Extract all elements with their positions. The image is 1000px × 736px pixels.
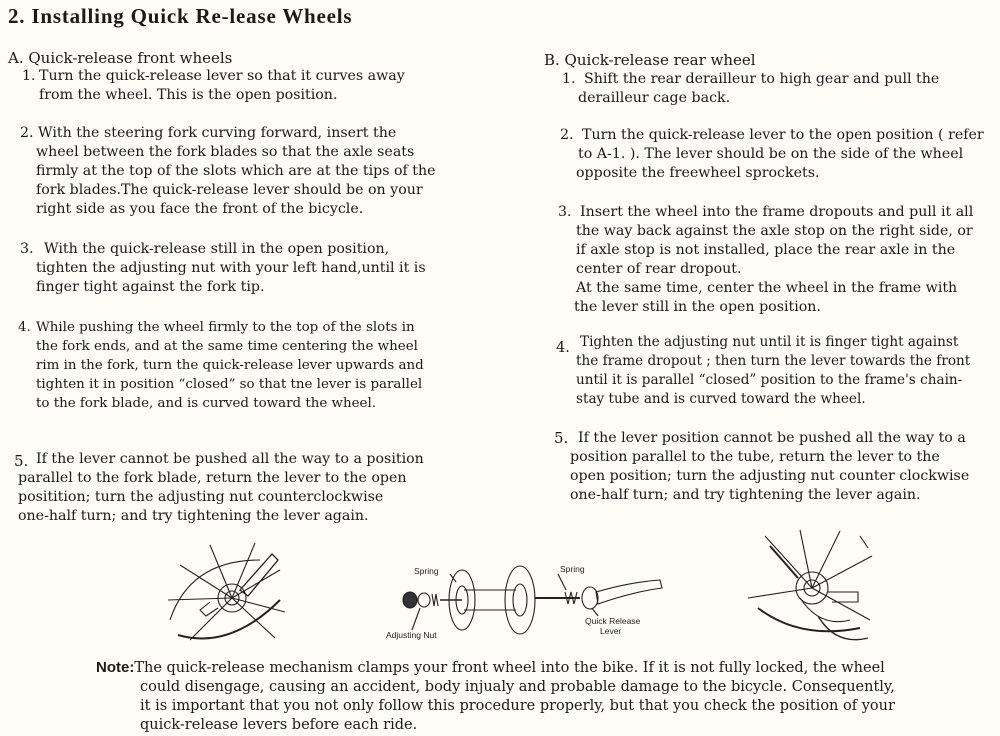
step-line: center of rear dropout. — [576, 261, 742, 277]
step-number: 2. — [20, 125, 34, 141]
step-line: rim in the fork, turn the quick-release lever upwards and — [36, 358, 424, 373]
spring-label-left: Spring — [414, 566, 439, 576]
note-line: it is important that you not only follow this procedure properly, but that you check the position of your — [140, 698, 895, 714]
step-line: tighten the adjusting nut with your left hand,until it is — [36, 260, 426, 276]
step-number: 5. — [14, 452, 29, 470]
step-number: 3. — [558, 204, 572, 220]
step-line: one-half turn; and try tightening the lever again. — [18, 508, 369, 524]
step-line: If the lever position cannot be pushed all the way to a — [578, 430, 966, 446]
step-line: the fork ends, and at the same time centering the wheel — [36, 339, 418, 354]
step-a3 — [20, 240, 426, 297]
step-line: if axle stop is not installed, place the rear axle in the — [576, 242, 956, 258]
step-number: 1. — [562, 71, 576, 87]
step-number: 5. — [554, 429, 569, 447]
step-b4 — [556, 333, 970, 409]
front-wheel-illustration — [160, 540, 290, 655]
step-line: the way back against the axle stop on the right side, or — [576, 223, 973, 239]
page-title: 2. Installing Quick Re-lease Wheels — [8, 4, 353, 28]
step-line: to A-1. ). The lever should be on the side of the wheel — [578, 146, 964, 162]
step-b1 — [562, 70, 939, 108]
step-number: 4. — [18, 320, 31, 335]
step-line: tighten it in position “closed” so that tne lever is parallel — [36, 377, 423, 392]
step-line: Turn the quick-release lever so that it curves away — [39, 68, 405, 84]
step-line: Insert the wheel into the frame dropouts and pull it all — [580, 204, 974, 220]
step-line: position parallel to the tube, return the lever to the — [570, 449, 940, 465]
step-b3 — [558, 203, 973, 317]
spring-label-right: Spring — [560, 564, 585, 574]
step-line: parallel to the fork blade, return the lever to the open — [18, 470, 407, 486]
step-a4 — [18, 318, 424, 413]
step-a5 — [14, 450, 424, 526]
step-line: If the lever cannot be pushed all the way to a position — [36, 451, 424, 467]
step-line: fork blades.The quick-release lever should be on your — [36, 182, 423, 198]
step-line: positition; turn the adjusting nut counterclockwise — [18, 489, 384, 505]
step-line: to the fork blade, and is curved toward the wheel. — [36, 396, 376, 411]
step-b5 — [554, 429, 969, 505]
step-line: open position; turn the adjusting nut counter clockwise — [570, 468, 970, 484]
step-a1 — [22, 67, 405, 105]
adjusting-nut-label: Adjusting Nut — [386, 630, 437, 640]
step-line: With the steering fork curving forward, insert the — [38, 125, 397, 141]
step-line: finger tight against the fork tip. — [36, 279, 265, 295]
step-line: derailleur cage back. — [578, 90, 731, 106]
step-line: wheel between the fork blades so that the axle seats — [36, 144, 415, 160]
step-number: 2. — [560, 127, 574, 143]
step-line: At the same time, center the wheel in the frame with — [576, 280, 958, 296]
step-line: the frame dropout ; then turn the lever towards the front — [576, 353, 971, 369]
step-line: from the wheel. This is the open position. — [39, 87, 338, 103]
step-line: until it is parallel “closed” position to the frame's chain- — [576, 372, 963, 388]
step-line: firmly at the top of the slots which are at the tips of the — [36, 163, 436, 179]
step-a2 — [20, 124, 436, 219]
quick-release-exploded-diagram — [380, 552, 680, 652]
step-line: stay tube and is curved toward the wheel. — [576, 391, 866, 407]
note-line: quick-release levers before each ride. — [140, 717, 418, 733]
section-a-heading: A. Quick-release front wheels — [8, 49, 233, 67]
step-line: the lever still in the open position. — [574, 299, 821, 315]
step-line: one-half turn; and try tightening the lever again. — [570, 487, 921, 503]
safety-note — [96, 658, 976, 735]
step-line: While pushing the wheel firmly to the top of the slots in — [36, 320, 415, 335]
step-line: Tighten the adjusting nut until it is finger tight against — [580, 334, 959, 350]
step-line: Shift the rear derailleur to high gear and pull the — [584, 71, 940, 87]
step-line: Turn the quick-release lever to the open position ( refer — [582, 127, 984, 143]
step-b2 — [560, 126, 984, 183]
note-line: could disengage, causing an accident, body injualy and probable damage to the bicycle. Consequently, — [140, 679, 895, 695]
note-label: Note: — [96, 659, 135, 676]
quick-release-label: Quick Release — [585, 616, 641, 626]
step-line: With the quick-release still in the open position, — [44, 241, 390, 257]
step-line: right side as you face the front of the bicycle. — [36, 201, 364, 217]
step-line: opposite the freewheel sprockets. — [576, 165, 820, 181]
section-b-heading: B. Quick-release rear wheel — [544, 51, 756, 69]
step-number: 4. — [556, 340, 570, 356]
note-line: The quick-release mechanism clamps your front wheel into the bike. If it is not fully locked, the wheel — [134, 660, 885, 676]
step-number: 3. — [20, 241, 34, 257]
lever-label: Lever — [600, 626, 622, 636]
step-number: 1. — [22, 68, 36, 84]
rear-wheel-illustration — [740, 528, 880, 653]
